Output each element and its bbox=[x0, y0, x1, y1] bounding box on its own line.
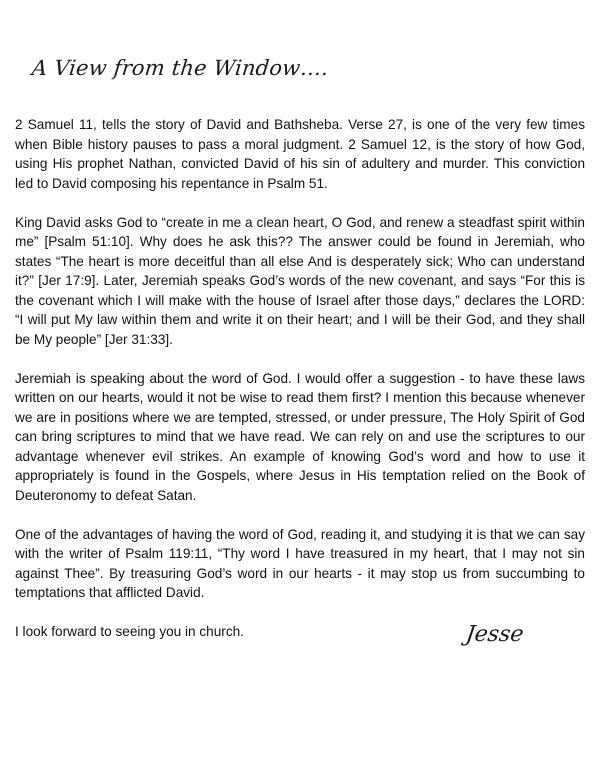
paragraph-king-david: King David asks God to “create in me a clean heart, O God, and renew a steadfast spirit within me” [Psalm 51:10]. Why does he ask this?? The answer could be found in Jeremiah, who states “The heart is more deceitful than all else And is desperately sick; Who can understand it?” [Jer 17:9]. Later, Jeremiah speaks God’s words of the new covenant, and says “For this is the covenant which I will make with the house of Israel after those days,” declares the LORD: “I will put My law within them and write it on their heart; and I will be their God, and they shall be My people” [Jer 31:33]. bbox=[15, 214, 585, 347]
body-text bbox=[15, 115, 585, 661]
paragraph-advantages: One of the advantages of having the word of God, reading it, and studying it is that we can say with the writer of Psalm 119:11, “Thy word I have treasured in my heart, that I may not sin against Thee”. By treasuring God’s word in our hearts - it may stop us from succumbing to temptations that afflicted David. bbox=[15, 526, 585, 600]
paragraph-jeremiah: Jeremiah is speaking about the word of God. I would offer a suggestion - to have these laws written on our hearts, would it not be wise to read them first? I mention this because whenever we are in positions where we are tempted, stressed, or under pressure, The Holy Spirit of God can bring scriptures to mind that we have read. We can rely on and use the scriptures to our advantage whenever evil strikes. An example of knowing God’s word and how to use it appropriately is found in the Gospels, where Jesus in His temptation relied on the Book of Deuteronomy to defeat Satan. bbox=[15, 370, 585, 503]
paragraph-closing: I look forward to seeing you in church. bbox=[15, 624, 244, 639]
page-title: A View from the Window…. bbox=[30, 56, 330, 80]
signature: Jesse bbox=[464, 622, 526, 647]
paragraph-samuel: 2 Samuel 11, tells the story of David and Bathsheba. Verse 27, is one of the very few times when Bible history pauses to pass a moral judgment. 2 Samuel 12, is the story of how God, using His prophet Nathan, convicted David of his sin of adultery and murder. This conviction led to David composing his repentance in Psalm 51. bbox=[15, 117, 585, 191]
